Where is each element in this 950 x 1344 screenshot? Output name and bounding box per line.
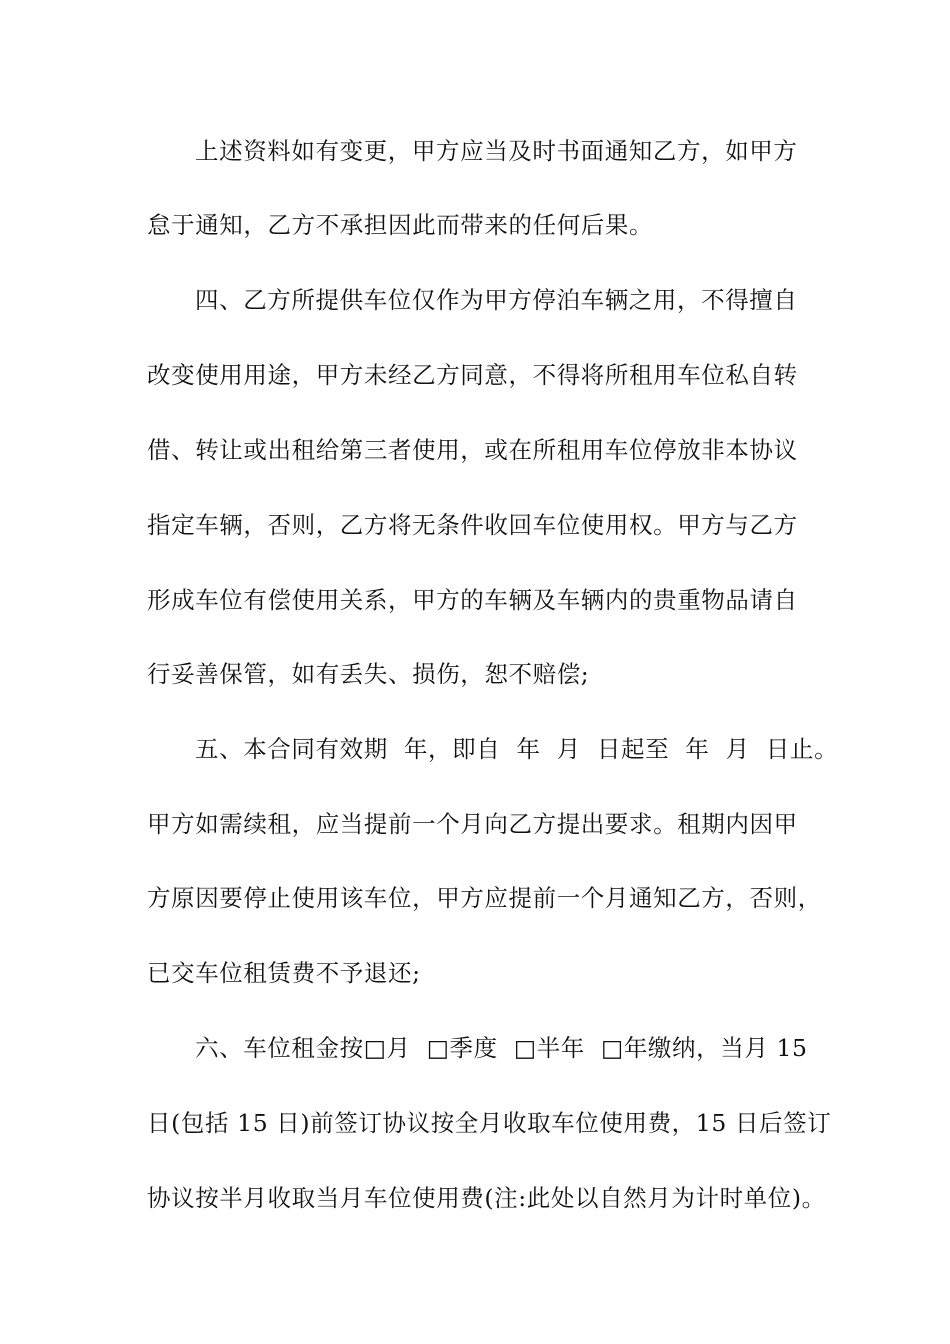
text-line: 四、乙方所提供车位仅作为甲方停泊车辆之用，不得擅自 [195,286,798,314]
text-line: 甲方如需续租，应当提前一个月向乙方提出要求。租期内因甲 [147,810,798,838]
text-line: 六、车位租金按□月 □季度 □半年 □年缴纳，当月 15 [195,1034,808,1062]
text-line: 借、转让或出租给第三者使用，或在所租用车位停放非本协议 [147,436,798,464]
text-line: 方原因要停止使用该车位，甲方应提前一个月通知乙方，否则， [147,884,822,912]
text-line: 已交车位租赁费不予退还; [147,959,421,987]
text-line: 改变使用用途，甲方未经乙方同意，不得将所租用车位私自转 [147,361,798,389]
text-line: 协议按半月收取当月车位使用费(注:此处以自然月为计时单位)。 [147,1184,826,1212]
text-line: 怠于通知，乙方不承担因此而带来的任何后果。 [147,211,654,239]
text-line: 日(包括 15 日)前签订协议按全月收取车位使用费，15 日后签订 [147,1109,832,1137]
text-line: 形成车位有偿使用关系，甲方的车辆及车辆内的贵重物品请自 [147,586,798,614]
text-line: 指定车辆，否则，乙方将无条件收回车位使用权。甲方与乙方 [147,511,798,539]
text-line: 行妥善保管，如有丢失、损伤，恕不赔偿; [147,660,590,688]
text-line: 五、本合同有效期 年，即自 年 月 日起至 年 月 日止。 [195,735,839,763]
text-line: 上述资料如有变更，甲方应当及时书面通知乙方，如甲方 [195,137,798,165]
